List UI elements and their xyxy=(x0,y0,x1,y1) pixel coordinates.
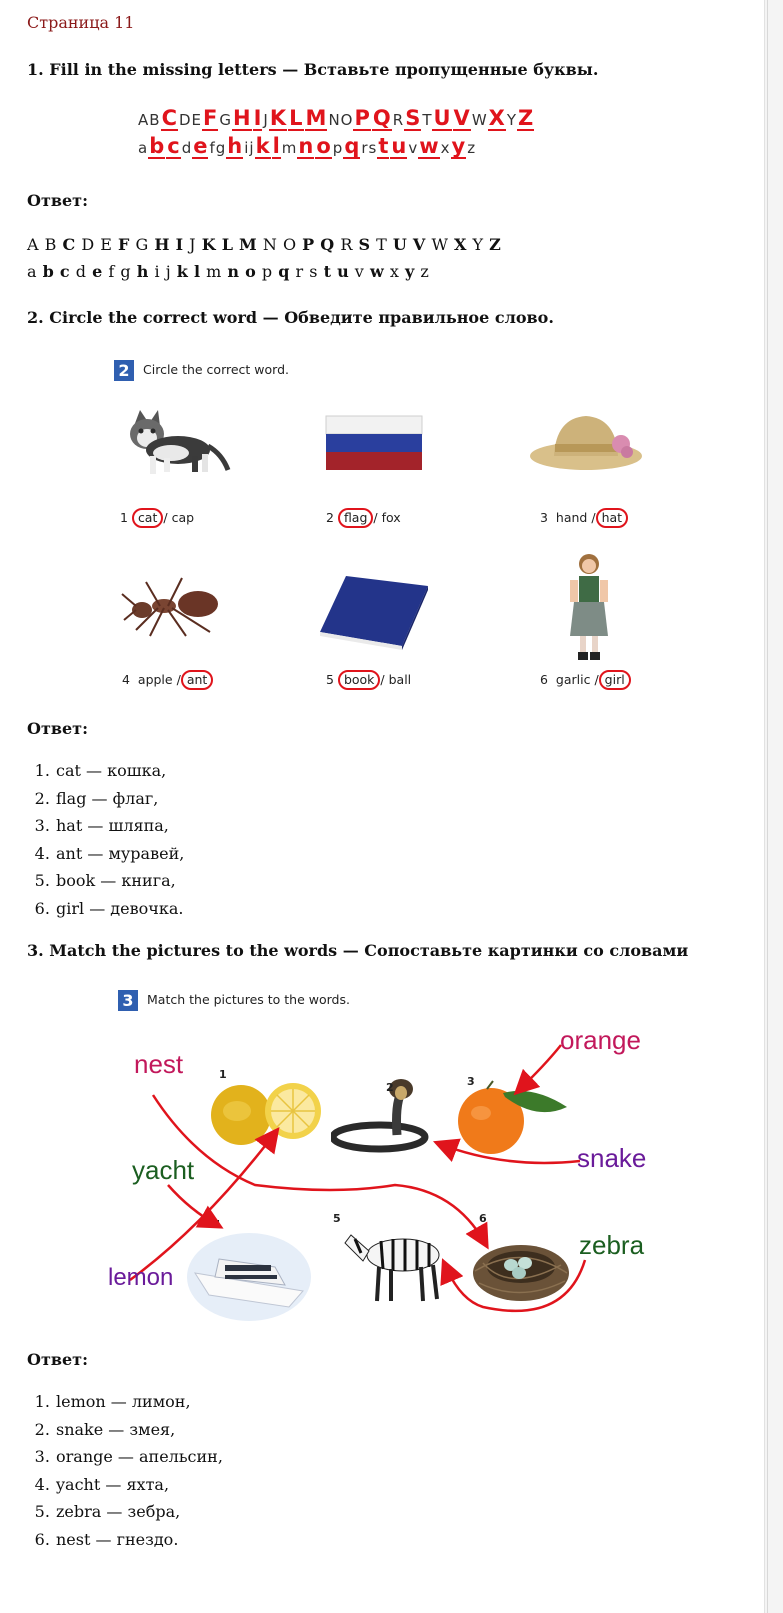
word-nest: nest xyxy=(134,1049,184,1079)
given-letter: D xyxy=(178,111,191,129)
word-pair-1 xyxy=(120,508,194,528)
answer-letter: i xyxy=(154,262,161,281)
word-option: cap xyxy=(171,510,195,525)
given-letter: R xyxy=(392,111,404,129)
cat-picture xyxy=(116,400,232,480)
filled-letter: C xyxy=(161,106,177,130)
exercise-1-heading: 1. Fill in the missing letters — Вставьте пропущенные буквы. xyxy=(27,60,599,79)
filled-letter: y xyxy=(451,134,466,158)
answer-item: 6. nest — гнездо. xyxy=(55,1526,223,1554)
word-option: garlic xyxy=(555,672,591,687)
word-pair-5 xyxy=(326,670,411,690)
circled-word: cat xyxy=(132,508,163,528)
exercise-number-badge: 2 xyxy=(114,360,134,381)
exercise-3-heading: 3. Match the pictures to the words — Сопоставьте картинки со словами xyxy=(27,941,689,960)
circled-word: ant xyxy=(181,670,213,690)
word-yacht: yacht xyxy=(132,1155,195,1185)
given-letter: z xyxy=(467,139,476,157)
filled-letter: o xyxy=(316,134,331,158)
answer-letter: H xyxy=(154,235,170,254)
exercise-2-answer-label: Ответ: xyxy=(27,719,88,738)
answer-letter: U xyxy=(392,235,408,254)
filled-letter: c xyxy=(167,134,180,158)
answer-item: 3. hat — шляпа, xyxy=(55,812,184,840)
answer-letter: W xyxy=(431,235,449,254)
given-letter: m xyxy=(281,139,297,157)
exercise-1-image xyxy=(138,106,628,168)
word-snake: snake xyxy=(577,1143,647,1173)
given-letter: T xyxy=(422,111,432,129)
filled-letter: l xyxy=(272,134,280,158)
slash: / xyxy=(380,672,385,687)
answer-letter: G xyxy=(135,235,149,254)
answer-letter: b xyxy=(42,262,55,281)
word-pair-3 xyxy=(540,508,628,528)
filled-letter: b xyxy=(149,134,165,158)
circled-word: girl xyxy=(599,670,631,690)
answer-alphabet-lower xyxy=(27,262,429,281)
answer-letter: m xyxy=(206,262,222,281)
word-option: hand xyxy=(555,510,588,525)
filled-letter: M xyxy=(305,106,327,130)
filled-letter: Q xyxy=(372,106,391,130)
answer-letter: n xyxy=(227,262,240,281)
page-edge xyxy=(764,0,783,1613)
answer-letter: V xyxy=(412,235,426,254)
given-letter: d xyxy=(181,139,192,157)
picture-number: 2 xyxy=(386,1081,394,1094)
answer-letter: E xyxy=(100,235,113,254)
answer-letter: T xyxy=(376,235,388,254)
answer-letter: Z xyxy=(489,235,502,254)
given-letter: i xyxy=(244,139,249,157)
given-letter: E xyxy=(191,111,202,129)
filled-letter: K xyxy=(269,106,287,130)
answer-item: 4. yacht — яхта, xyxy=(55,1471,223,1499)
answer-item: 2. snake — змея, xyxy=(55,1416,223,1444)
filled-letter: X xyxy=(488,106,505,130)
answer-letter: B xyxy=(44,235,57,254)
filled-letter: S xyxy=(405,106,421,130)
exercise-3-answer-list xyxy=(27,1388,223,1553)
given-letter: Y xyxy=(506,111,517,129)
exercise-1-answer-label: Ответ: xyxy=(27,191,88,210)
filled-letter: t xyxy=(378,134,389,158)
answer-letter: e xyxy=(92,262,103,281)
answer-letter: v xyxy=(354,262,365,281)
filled-letter: e xyxy=(193,134,208,158)
exercise-2-image xyxy=(110,352,670,704)
word-pair-6 xyxy=(540,670,631,690)
word-option: apple xyxy=(137,672,173,687)
given-letter: s xyxy=(368,139,377,157)
slash: / xyxy=(594,672,599,687)
given-letter: a xyxy=(138,139,148,157)
answer-letter: x xyxy=(389,262,400,281)
girl-picture xyxy=(566,552,612,664)
word-option: fox xyxy=(381,510,401,525)
exercise-3-answer-label: Ответ: xyxy=(27,1350,88,1369)
answer-letter: l xyxy=(193,262,201,281)
circled-word: book xyxy=(338,670,380,690)
given-letter: J xyxy=(263,111,268,129)
answer-letter: F xyxy=(118,235,130,254)
exercise-number-badge: 3 xyxy=(118,990,138,1011)
answer-letter: X xyxy=(453,235,467,254)
filled-letter: u xyxy=(391,134,407,158)
given-letter: W xyxy=(471,111,487,129)
answer-item: 3. orange — апельсин, xyxy=(55,1443,223,1471)
answer-letter: Q xyxy=(320,235,335,254)
given-letter: x xyxy=(440,139,450,157)
word-zebra: zebra xyxy=(579,1230,645,1260)
slash: / xyxy=(176,672,181,687)
word-lemon: lemon xyxy=(108,1264,174,1291)
answer-letter: D xyxy=(81,235,95,254)
given-letter: O xyxy=(340,111,353,129)
answer-letter: q xyxy=(278,262,290,281)
answer-letter: g xyxy=(120,262,132,281)
picture-number: 1 xyxy=(219,1068,227,1081)
answer-item: 6. girl — девочка. xyxy=(55,895,184,923)
answer-alphabet-upper xyxy=(27,235,501,254)
filled-letter: k xyxy=(255,134,270,158)
word-pair-2 xyxy=(326,508,401,528)
picture-number: 6 xyxy=(479,1212,487,1225)
alphabet-lower-row xyxy=(138,136,476,159)
answer-letter: t xyxy=(323,262,332,281)
answer-letter: c xyxy=(59,262,71,281)
flag-picture xyxy=(324,414,426,474)
filled-letter: I xyxy=(253,106,262,130)
answer-letter: K xyxy=(201,235,217,254)
answer-letter: p xyxy=(261,262,273,281)
answer-letter: d xyxy=(75,262,87,281)
answer-letter: J xyxy=(189,235,197,254)
answer-letter: C xyxy=(62,235,76,254)
filled-letter: U xyxy=(433,106,451,130)
answer-letter: P xyxy=(302,235,315,254)
book-picture xyxy=(316,572,432,652)
answer-letter: A xyxy=(27,235,40,254)
answer-letter: S xyxy=(358,235,371,254)
exercise-instruction: Match the pictures to the words. xyxy=(147,992,350,1007)
answer-item: 4. ant — муравей, xyxy=(55,840,184,868)
given-letter: g xyxy=(215,139,226,157)
circled-word: flag xyxy=(338,508,373,528)
given-letter: r xyxy=(361,139,368,157)
filled-letter: P xyxy=(354,106,370,130)
filled-letter: n xyxy=(298,134,314,158)
ant-picture xyxy=(120,570,226,642)
answer-letter: f xyxy=(108,262,115,281)
filled-letter: L xyxy=(289,106,303,130)
filled-letter: Z xyxy=(518,106,534,130)
picture-number: 4 xyxy=(213,1218,221,1231)
given-letter: A xyxy=(138,111,149,129)
circled-word: hat xyxy=(596,508,628,528)
answer-letter: L xyxy=(221,235,234,254)
item-number: 2 xyxy=(326,510,334,525)
answer-letter: h xyxy=(136,262,149,281)
filled-letter: w xyxy=(419,134,439,158)
word-orange: orange xyxy=(560,1025,641,1055)
given-letter: v xyxy=(408,139,418,157)
item-number: 4 xyxy=(122,672,130,687)
filled-letter: q xyxy=(344,134,360,158)
page-title: Страница 11 xyxy=(27,13,135,32)
item-number: 5 xyxy=(326,672,334,687)
given-letter: j xyxy=(249,139,254,157)
slash: / xyxy=(373,510,378,525)
answer-letter: y xyxy=(404,262,415,281)
given-letter: p xyxy=(332,139,343,157)
filled-letter: F xyxy=(203,106,218,130)
answer-letter: j xyxy=(165,262,172,281)
answer-letter: r xyxy=(295,262,304,281)
answer-letter: M xyxy=(239,235,258,254)
answer-letter: R xyxy=(340,235,353,254)
item-number: 3 xyxy=(540,510,548,525)
answer-letter: O xyxy=(282,235,297,254)
answer-item: 1. cat — кошка, xyxy=(55,757,184,785)
exercise-2-heading: 2. Circle the correct word — Обведите правильное слово. xyxy=(27,308,554,327)
picture-number: 3 xyxy=(467,1075,475,1088)
answer-letter: u xyxy=(337,262,350,281)
alphabet-upper-row xyxy=(138,108,535,131)
hat-picture xyxy=(528,408,648,480)
item-number: 6 xyxy=(540,672,548,687)
filled-letter: H xyxy=(233,106,251,130)
answer-letter: Y xyxy=(472,235,484,254)
filled-letter: h xyxy=(227,134,243,158)
answer-item: 5. zebra — зебра, xyxy=(55,1498,223,1526)
answer-item: 5. book — книга, xyxy=(55,867,184,895)
exercise-instruction: Circle the correct word. xyxy=(143,362,290,377)
picture-number: 5 xyxy=(333,1212,341,1225)
exercise-2-answer-list xyxy=(27,757,184,922)
slash: / xyxy=(591,510,596,525)
answer-letter: N xyxy=(262,235,278,254)
answer-letter: s xyxy=(309,262,318,281)
given-letter: G xyxy=(219,111,232,129)
given-letter: f xyxy=(209,139,215,157)
word-pair-4 xyxy=(122,670,213,690)
given-letter: B xyxy=(149,111,160,129)
given-letter: N xyxy=(328,111,340,129)
answer-letter: k xyxy=(176,262,189,281)
item-number: 1 xyxy=(120,510,128,525)
exercise-3-image xyxy=(105,985,665,1330)
answer-letter: w xyxy=(369,262,385,281)
answer-item: 2. flag — флаг, xyxy=(55,785,184,813)
answer-letter: o xyxy=(245,262,257,281)
filled-letter: V xyxy=(453,106,470,130)
answer-letter: a xyxy=(27,262,38,281)
answer-letter: z xyxy=(420,262,430,281)
word-option: ball xyxy=(388,672,412,687)
answer-letter: I xyxy=(175,235,184,254)
slash: / xyxy=(163,510,168,525)
answer-item: 1. lemon — лимон, xyxy=(55,1388,223,1416)
